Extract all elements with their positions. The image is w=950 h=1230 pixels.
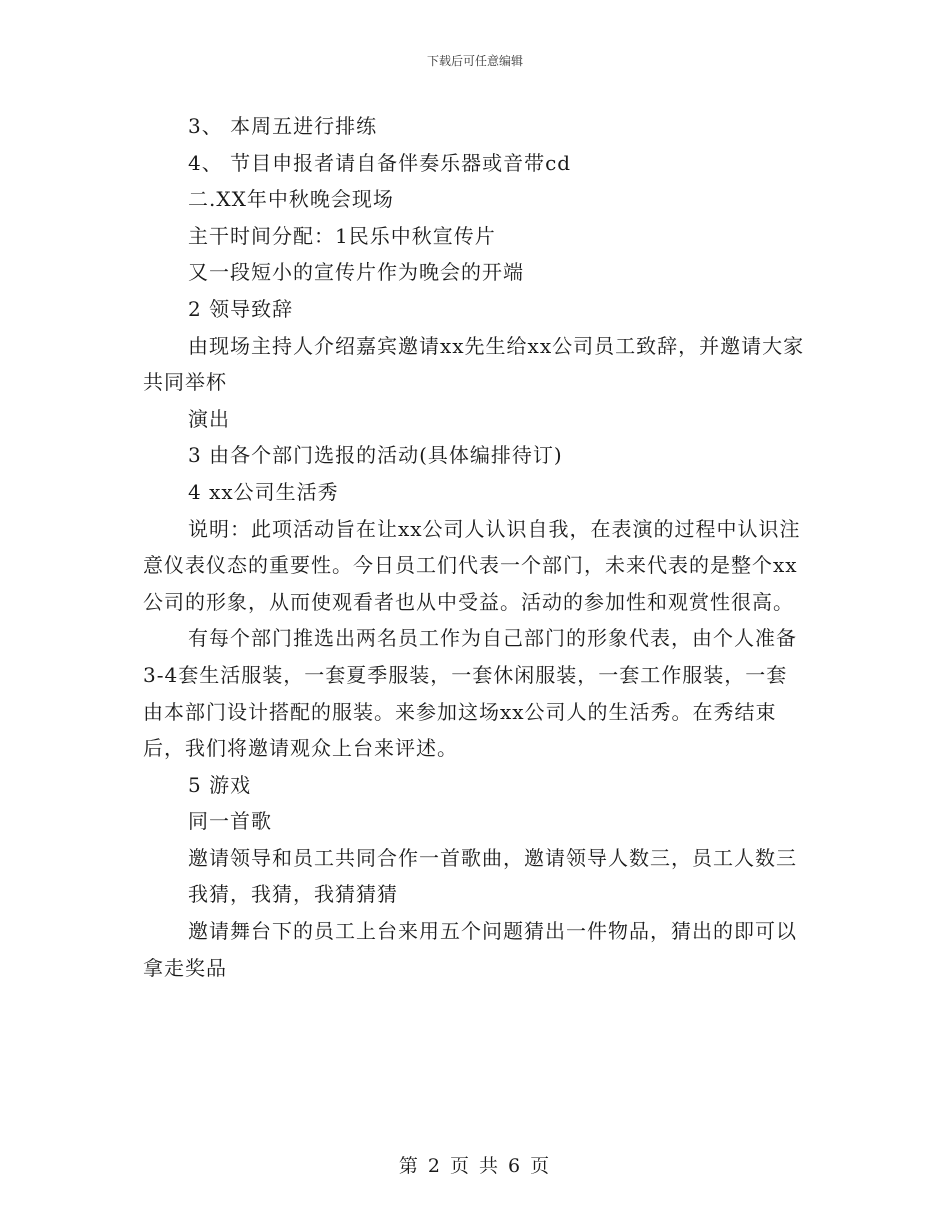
paragraph: 4 xx公司生活秀 (188, 479, 339, 504)
paragraph: 由现场主持人介绍嘉宾邀请xx先生给xx公司员工致辞，并邀请大家共同举杯 (143, 333, 805, 395)
paragraph: 演出 (188, 406, 230, 431)
paragraph: 又一段短小的宣传片作为晚会的开端 (188, 260, 524, 285)
paragraph: 5 游戏 (188, 772, 252, 797)
paragraph: 4、 节目申报者请自备伴奏乐器或音带cd (188, 150, 572, 175)
paragraph: 3、 本周五进行排练 (188, 114, 378, 138)
paragraph: 说明：此项活动旨在让xx公司人认识自我，在表演的过程中认识注意仪表仪态的重要性。今日员工们代表一个部门，未来代表的是整个xx公司的形象，从而使观看者也从中受益。活动的参加性和观赏性很高。 (143, 516, 801, 614)
page-number: 第 2 页 共 6 页 (398, 1155, 552, 1177)
document-body (143, 108, 807, 986)
header-text: 下载后可任意编辑 (426, 54, 523, 68)
paragraph: 3 由各个部门选报的活动(具体编排待订) (188, 443, 563, 468)
paragraph: 有每个部门推选出两名员工作为自己部门的形象代表，由个人准备3-4套生活服装，一套夏季服装，一套休闲服装，一套工作服装，一套由本部门设计搭配的服装。来参加这场xx公司人的生活秀。在秀结束后，我们将邀请观众上台来评述。 (143, 626, 797, 761)
paragraph: 邀请舞台下的员工上台来用五个问题猜出一件物品，猜出的即可以拿走奖品 (143, 919, 797, 980)
paragraph: 主干时间分配：1民乐中秋宣传片 (188, 223, 496, 248)
paragraph: 邀请领导和员工共同合作一首歌曲，邀请领导人数三，员工人数三 (188, 845, 797, 870)
paragraph: 2 领导致辞 (188, 296, 294, 321)
paragraph: 同一首歌 (188, 809, 272, 834)
page-header (0, 54, 950, 68)
paragraph: 二.XX年中秋晚会现场 (188, 187, 394, 212)
page-footer (0, 1154, 950, 1178)
paragraph: 我猜，我猜，我猜猜猜 (188, 882, 398, 907)
